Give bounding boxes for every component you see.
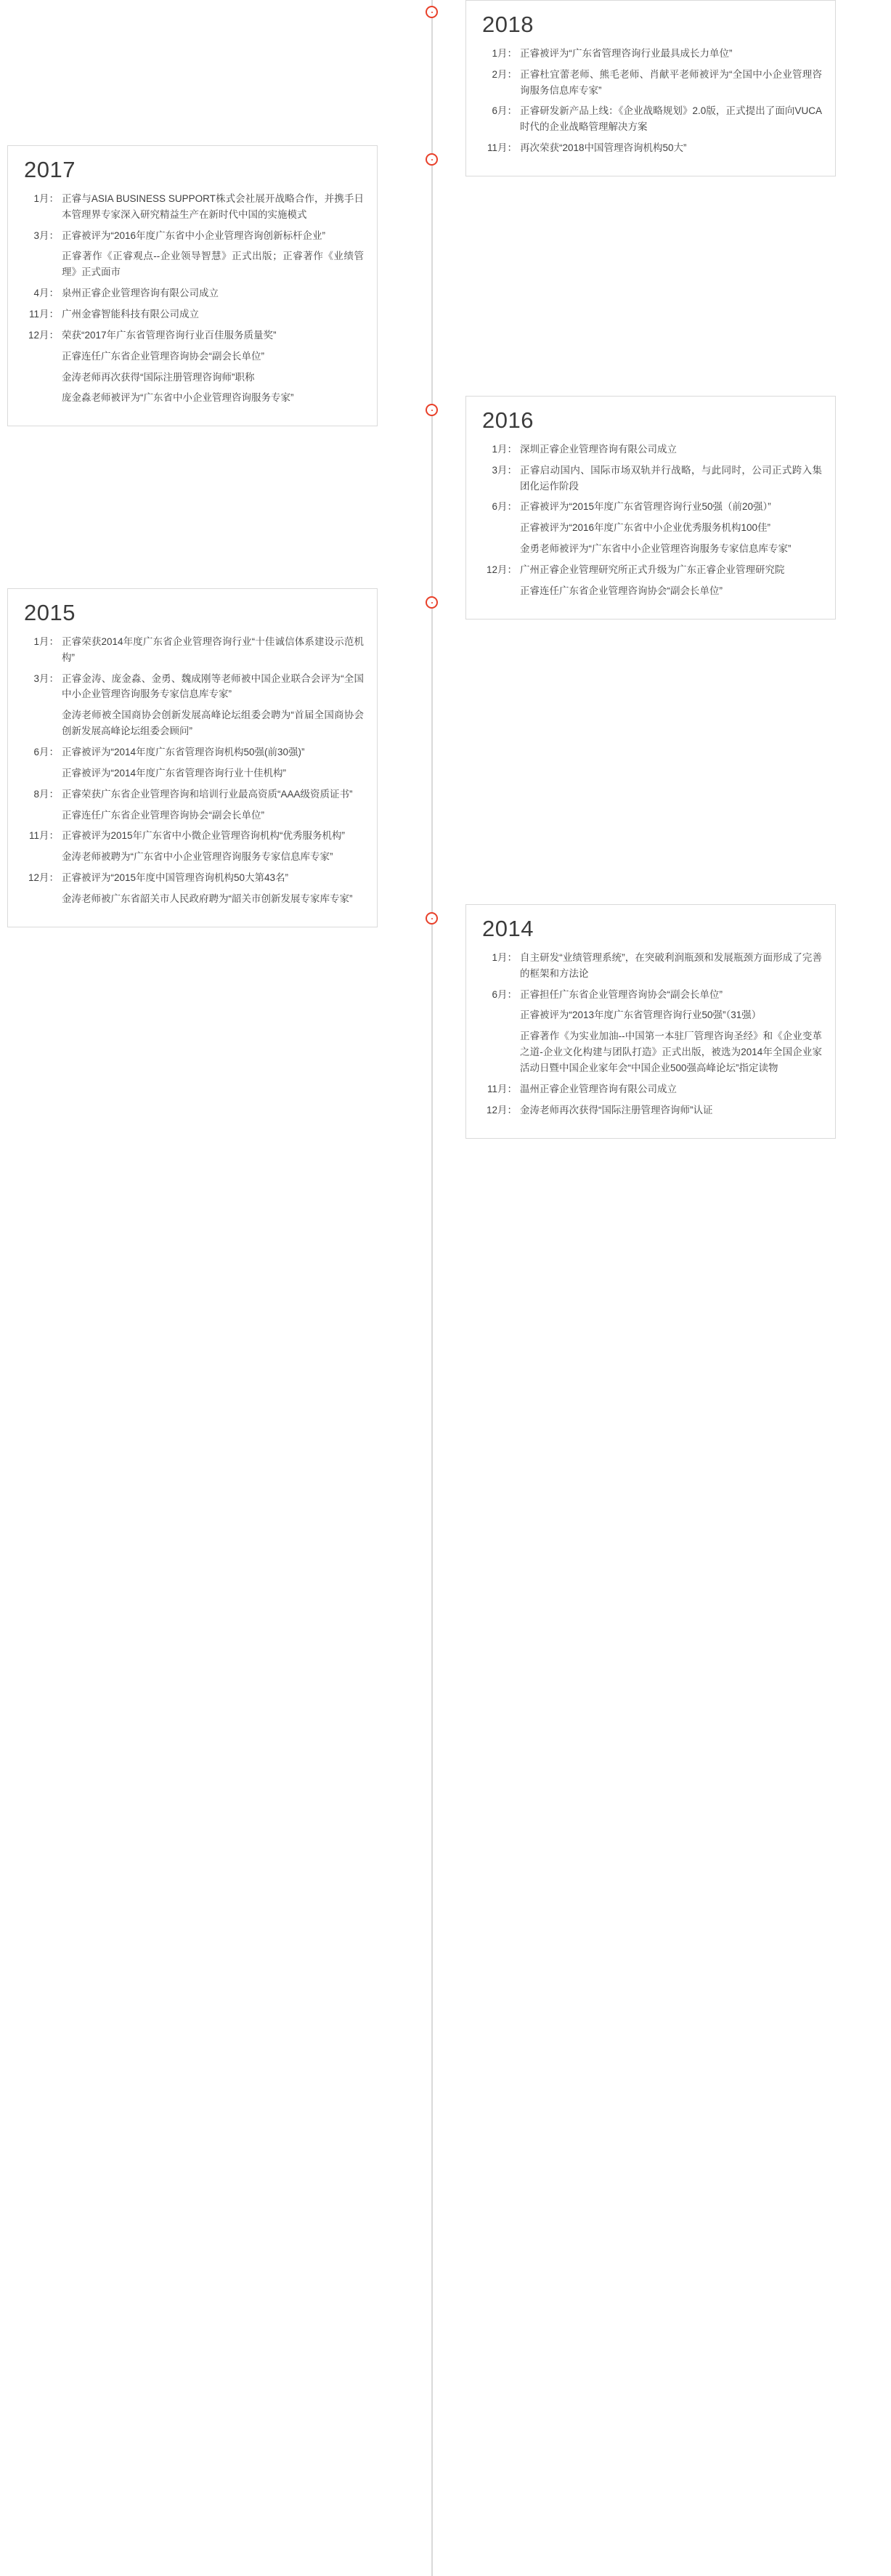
timeline-entry-month: 2月：: [492, 68, 517, 80]
timeline-entry-text: 正睿连任广东省企业管理咨询协会“副会长单位”: [62, 809, 264, 821]
timeline-marker-2018: [426, 6, 438, 18]
timeline-card-2014: [465, 904, 836, 1139]
timeline-marker-2016: [426, 404, 438, 416]
timeline-entry-text: 金涛老师被聘为“广东省中小企业管理咨询服务专家信息库专家”: [62, 851, 333, 863]
timeline-entry-text: 自主研发“业绩管理系统”，在突破利润瓶颈和发展瓶颈方面形成了完善的框架和方法论: [520, 951, 822, 979]
timeline-entry: [479, 140, 822, 156]
timeline-entry: [479, 1081, 822, 1097]
timeline-entry-month: 3月：: [33, 673, 59, 684]
timeline-entry-text: 正睿担任广东省企业管理咨询协会“副会长单位”: [520, 988, 723, 1000]
timeline-entry-text: 正睿著作《正睿观点--企业领导智慧》正式出版；正睿著作《业绩管理》正式面市: [62, 251, 364, 278]
timeline-entry: [479, 463, 822, 495]
timeline-entry: [479, 442, 822, 458]
timeline-entry: [479, 987, 822, 1003]
timeline-entry: [21, 248, 364, 280]
timeline-marker-2015: [426, 596, 438, 609]
timeline-entry-text: 金涛老师再次获得“国际注册管理咨询师”职称: [62, 371, 255, 383]
timeline-entry-text: 正睿金涛、庞金淼、金勇、魏成刚等老师被中国企业联合会评为“全国中小企业管理咨询服务专家信息库专家”: [62, 673, 364, 700]
timeline-entry: [21, 390, 364, 406]
timeline-entry: [21, 828, 364, 844]
timeline-entry: [21, 306, 364, 322]
timeline-entry-month: 6月：: [492, 105, 517, 117]
timeline-entry-month: 1月：: [33, 192, 59, 204]
timeline-entry: [479, 520, 822, 536]
timeline-marker-2014: [426, 912, 438, 925]
timeline-entry-text: 正睿连任广东省企业管理咨询协会“副会长单位”: [62, 350, 264, 362]
timeline-entry: [21, 744, 364, 760]
timeline-entry: [21, 634, 364, 666]
timeline-entry: [21, 849, 364, 865]
timeline-entry-text: 正睿被评为“2015年度中国管理咨询机构50大第43名”: [62, 872, 289, 884]
timeline-entry-text: 正睿著作《为实业加油--中国第一本驻厂管理咨询圣经》和《企业变革之道-企业文化构建与团队打造》正式出版，被选为2014年全国企业家活动日暨中国企业家年会“中国企业500强高峰论坛”指定读物: [520, 1031, 822, 1073]
timeline-entry-month: 6月：: [33, 747, 59, 757]
timeline-year-label: 2018: [482, 12, 534, 37]
timeline-entry-month: 11月：: [487, 1083, 517, 1094]
timeline-entry-text: 正睿被评为“2014年度广东省管理咨询行业十佳机构”: [62, 767, 287, 779]
timeline-entry-month: 3月：: [492, 464, 517, 476]
timeline-marker-2017: [426, 153, 438, 166]
timeline-entry: [479, 950, 822, 982]
timeline-entry: [479, 583, 822, 599]
timeline-entry-text: 庞金淼老师被评为“广东省中小企业管理咨询服务专家”: [62, 392, 294, 404]
timeline-card-2017: [7, 145, 378, 426]
timeline-entry-text: 正睿被评为“2016年度广东省中小企业优秀服务机构100佳”: [520, 522, 771, 534]
timeline-entry-text: 正睿被评为2015年广东省中小微企业管理咨询机构“优秀服务机构”: [62, 830, 346, 842]
timeline-entry: [479, 1028, 822, 1076]
timeline-entry: [21, 808, 364, 824]
timeline-entry-month: 11月：: [28, 309, 59, 320]
timeline-entry: [479, 499, 822, 515]
timeline-entry-text: 正睿被评为“2016年度广东省中小企业管理咨询创新标杆企业”: [62, 229, 326, 241]
timeline-entry-month: 1月：: [492, 443, 517, 455]
timeline-entry: [479, 562, 822, 578]
timeline-entry: [21, 349, 364, 365]
timeline-axis: [431, 0, 433, 2576]
timeline-entry-text: 正睿荣获2014年度广东省企业管理咨询行业“十佳诚信体系建设示范机构”: [62, 635, 364, 663]
timeline-entry-text: 正睿杜宜蕾老师、熊毛老师、肖献平老师被评为“全国中小企业管理咨询服务信息库专家”: [520, 68, 822, 96]
timeline-entry-month: 1月：: [492, 951, 517, 963]
timeline-entry: [479, 541, 822, 557]
timeline-entry-month: 11月：: [487, 142, 517, 154]
timeline-card-2018: [465, 0, 836, 176]
timeline-entry-text: 正睿被评为“广东省管理咨询行业最具成长力单位”: [520, 47, 733, 59]
timeline-card-2016: [465, 396, 836, 619]
timeline-year-label: 2017: [24, 157, 76, 182]
timeline-entry: [21, 285, 364, 301]
timeline-entry: [21, 671, 364, 703]
timeline-entry-month: 6月：: [492, 988, 517, 1000]
timeline-entry-text: 金勇老师被评为“广东省中小企业管理咨询服务专家信息库专家”: [520, 543, 792, 555]
timeline-entry-month: 1月：: [33, 635, 59, 647]
timeline-entry: [479, 46, 822, 62]
timeline-entry-month: 12月：: [28, 872, 59, 884]
timeline-entry-text: 正睿启动国内、国际市场双轨并行战略，与此同时，公司正式跨入集团化运作阶段: [520, 464, 822, 492]
timeline-entry-text: 正睿与ASIA BUSINESS SUPPORT株式会社展开战略合作，并携手日本管理界专家深入研究精益生产在新时代中国的实施模式: [62, 192, 364, 220]
timeline-entry: [21, 765, 364, 781]
timeline-entry: [21, 891, 364, 907]
timeline-entry-text: 荣获“2017年广东省管理咨询行业百佳服务质量奖”: [62, 329, 277, 341]
timeline-entry: [21, 328, 364, 344]
timeline-entry-month: 3月：: [33, 229, 59, 241]
timeline-entry: [479, 103, 822, 135]
timeline-entry-text: 正睿荣获广东省企业管理咨询和培训行业最高资质“AAA级资质证书”: [62, 788, 353, 800]
timeline-entry-text: 正睿被评为“2015年度广东省管理咨询行业50强（前20强）”: [520, 501, 771, 513]
timeline-entry-text: 正睿被评为“2013年度广东省管理咨询行业50强”（31强）: [520, 1009, 762, 1021]
timeline-entry-month: 12月：: [28, 329, 59, 341]
timeline-entry-text: 正睿研发新产品上线：《企业战略规划》2.0版，正式提出了面向VUCA时代的企业战略管理解决方案: [520, 105, 822, 133]
timeline-entry-text: 再次荣获“2018中国管理咨询机构50大”: [520, 142, 687, 154]
timeline-card-2015: [7, 588, 378, 927]
timeline-entry: [21, 370, 364, 386]
timeline-entry-month: 11月：: [28, 830, 59, 842]
timeline-entry: [479, 67, 822, 99]
timeline-entry-text: 广州正睿企业管理研究所正式升级为广东正睿企业管理研究院: [520, 564, 785, 575]
timeline-entry-month: 12月：: [486, 1104, 517, 1116]
timeline-year-label: 2014: [482, 916, 534, 941]
timeline-entry-text: 正睿被评为“2014年度广东省管理咨询机构50强(前30强)”: [62, 747, 305, 757]
timeline-year-label: 2016: [482, 407, 534, 433]
timeline-entry: [21, 787, 364, 803]
timeline-entry-text: 温州正睿企业管理咨询有限公司成立: [520, 1083, 677, 1094]
timeline-entry: [21, 870, 364, 886]
timeline-year-label: 2015: [24, 600, 76, 625]
timeline-entry: [479, 1102, 822, 1118]
timeline-entry-month: 1月：: [492, 47, 517, 59]
timeline-entry-text: 泉州正睿企业管理咨询有限公司成立: [62, 288, 219, 299]
timeline-entry-month: 12月：: [486, 564, 517, 575]
timeline-entry: [479, 1007, 822, 1023]
timeline-entry-text: 金涛老师被全国商协会创新发展高峰论坛组委会聘为“首届全国商协会创新发展高峰论坛组委会顾问”: [62, 710, 364, 737]
timeline-entry: [21, 191, 364, 223]
timeline-entry-text: 深圳正睿企业管理咨询有限公司成立: [520, 443, 677, 455]
timeline-entry-month: 4月：: [33, 288, 59, 299]
timeline-entry: [21, 228, 364, 244]
timeline-entry-month: 8月：: [33, 788, 59, 800]
timeline-entry-text: 金涛老师再次获得“国际注册管理咨询师”认证: [520, 1104, 713, 1116]
timeline-entry-text: 金涛老师被广东省韶关市人民政府聘为“韶关市创新发展专家库专家”: [62, 893, 353, 905]
timeline-entry: [21, 707, 364, 739]
timeline-entry-text: 广州金睿智能科技有限公司成立: [62, 309, 199, 320]
timeline-entry-text: 正睿连任广东省企业管理咨询协会“副会长单位”: [520, 585, 723, 596]
timeline-entry-month: 6月：: [492, 501, 517, 513]
